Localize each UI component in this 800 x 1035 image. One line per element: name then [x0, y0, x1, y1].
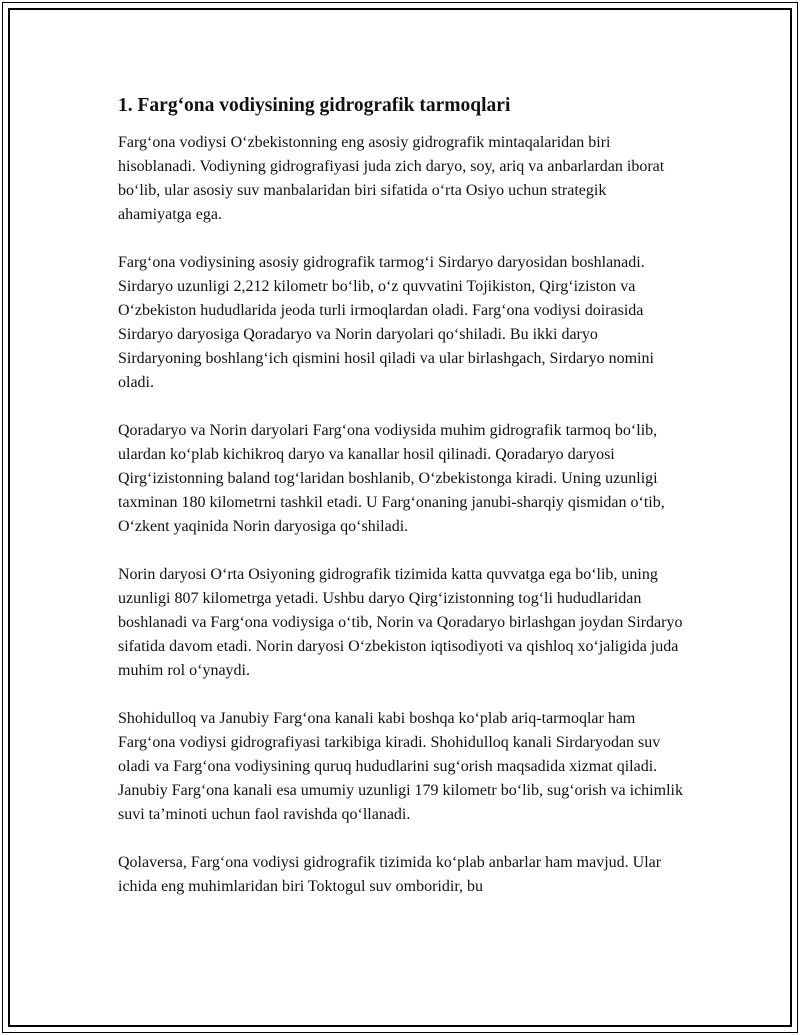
paragraph-3: Qoradaryo va Norin daryolari Farg‘ona vodiysida muhim gidrografik tarmoq bo‘lib, ulardan ko‘plab kichikroq daryo va kanallar hosil qilinadi. Qoradaryo daryosi Qirg‘izistonning baland tog‘laridan boshlanib, O‘zbekistonga kiradi. Uning uzunligi taxminan 180 kilometrni tashkil etadi. U Farg‘onaning janubi-sharqiy qismidan o‘tib, O‘zkent yaqinida Norin daryosiga qo‘shiladi.	[118, 422, 665, 535]
paragraph-6: Qolaversa, Farg‘ona vodiysi gidrografik tizimida ko‘plab anbarlar ham mavjud. Ular ichida eng muhimlaridan biri Toktogul suv omboridir, bu	[118, 854, 662, 895]
document-body	[118, 94, 683, 923]
paragraph-2: Farg‘ona vodiysining asosiy gidrografik tarmog‘i Sirdaryo daryosidan boshlanadi. Sirdaryo uzunligi 2,212 kilometr bo‘lib, o‘z quvvatini Tojikiston, Qirg‘iziston va O‘zbekiston hududlarida jeoda turli irmoqlardan oladi. Farg‘ona vodiysi doirasida Sirdaryo daryosiga Qoradaryo va Norin daryolari qo‘shiladi. Bu ikki daryo Sirdaryoning boshlang‘ich qismini hosil qiladi va ular birlashgach, Sirdaryo nomini oladi.	[118, 254, 654, 391]
paragraph-5: Shohidulloq va Janubiy Farg‘ona kanali kabi boshqa ko‘plab ariq-tarmoqlar ham Farg‘ona vodiysi gidrografiyasi tarkibiga kiradi. Shohidulloq kanali Sirdaryodan suv oladi va Farg‘ona vodiysining quruq hududlarini sug‘orish maqsadida xizmat qiladi. Janubiy Farg‘ona kanali esa umumiy uzunligi 179 kilometr bo‘lib, sug‘orish va ichimlik suvi ta’minoti uchun faol ravishda qo‘llanadi.	[118, 710, 683, 823]
section-heading: 1. Farg‘ona vodiysining gidrografik tarmoqlari	[118, 95, 511, 116]
paragraph-1: Farg‘ona vodiysi O‘zbekistonning eng asosiy gidrografik mintaqalaridan biri hisoblanadi. Vodiyning gidrografiyasi juda zich daryo, soy, ariq va anbarlardan iborat bo‘lib, ular asosiy suv manbalaridan biri sifatida o‘rta Osiyo uchun strategik ahamiyatga ega.	[118, 134, 665, 223]
paragraph-4: Norin daryosi O‘rta Osiyoning gidrografik tizimida katta quvvatga ega bo‘lib, uning uzunligi 807 kilometrga yetadi. Ushbu daryo Qirg‘izistonning tog‘li hududlaridan boshlanadi va Farg‘ona vodiysiga o‘tib, Norin va Qoradaryo birlashgan joydan Sirdaryo sifatida davom etadi. Norin daryosi O‘zbekiston iqtisodiyoti va qishloq xo‘jaligida juda muhim rol o‘ynaydi.	[118, 566, 683, 679]
